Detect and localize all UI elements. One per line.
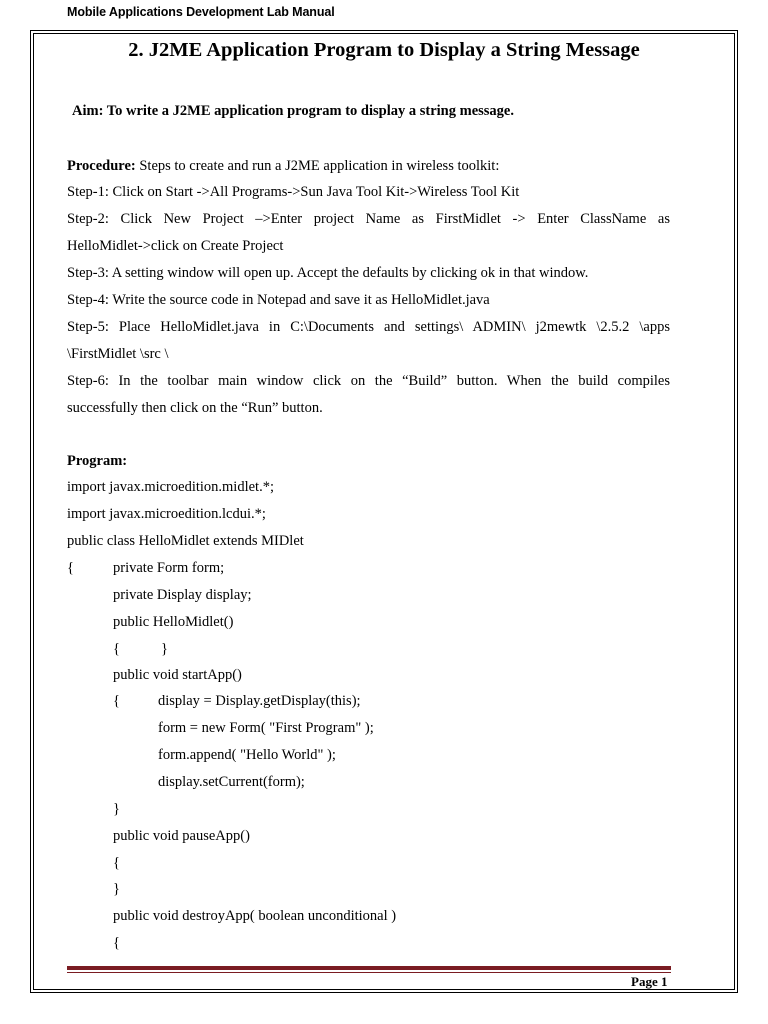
step-6-line-2: successfully then click on the “Run” button.	[67, 400, 323, 416]
step-1: Step-1: Click on Start ->All Programs->Sun Java Tool Kit->Wireless Tool Kit	[67, 184, 520, 200]
step-5-line-1: Step-5: Place HelloMidlet.java in C:\Documents and settings\ ADMIN\ j2mewtk \2.5.2 \apps	[67, 319, 670, 335]
code-line: private Form form;	[113, 560, 225, 576]
code-line: display.setCurrent(form);	[158, 774, 305, 790]
code-line: public void startApp()	[113, 667, 242, 683]
page-title: 2. J2ME Application Program to Display a String Message	[128, 39, 640, 61]
code-line: public void destroyApp( boolean unconditional )	[113, 908, 397, 924]
footer-rule-thick	[67, 966, 671, 970]
step-2-line-2: HelloMidlet->click on Create Project	[67, 238, 284, 254]
page-number: Page 1	[631, 974, 668, 989]
code-brace: }	[161, 641, 168, 657]
code-line: import javax.microedition.lcdui.*;	[67, 506, 266, 522]
code-brace: {	[67, 560, 74, 576]
code-brace: {	[113, 855, 120, 871]
code-line: import javax.microedition.midlet.*;	[67, 479, 274, 495]
program-label: Program:	[67, 453, 128, 469]
procedure-intro-text: Steps to create and run a J2ME application in wireless toolkit:	[135, 158, 500, 174]
step-4: Step-4: Write the source code in Notepad and save it as HelloMidlet.java	[67, 292, 490, 308]
step-2-line-1: Step-2: Click New Project –>Enter project Name as FirstMidlet -> Enter ClassName as	[67, 211, 670, 227]
code-line: private Display display;	[113, 587, 252, 603]
step-5-line-2: \FirstMidlet \src \	[67, 346, 169, 362]
code-line: public HelloMidlet()	[113, 614, 234, 630]
code-brace: {	[113, 693, 120, 709]
procedure-intro	[67, 157, 670, 175]
code-line: form = new Form( "First Program" );	[158, 720, 374, 736]
code-brace: {	[113, 641, 120, 657]
step-6-line-1: Step-6: In the toolbar main window click on the “Build” button. When the build compiles	[67, 373, 670, 389]
code-line: display = Display.getDisplay(this);	[158, 693, 361, 709]
aim-statement: Aim: To write a J2ME application program to display a string message.	[72, 103, 514, 119]
footer-rule-thin	[67, 972, 671, 973]
code-brace: {	[113, 935, 120, 951]
running-header: Mobile Applications Development Lab Manual	[67, 5, 335, 19]
code-line: form.append( "Hello World" );	[158, 747, 336, 763]
code-line: public class HelloMidlet extends MIDlet	[67, 533, 304, 549]
code-brace: }	[113, 881, 120, 897]
step-3: Step-3: A setting window will open up. Accept the defaults by clicking ok in that window.	[67, 265, 589, 281]
code-line: public void pauseApp()	[113, 828, 250, 844]
procedure-label: Procedure:	[67, 158, 136, 174]
code-brace: }	[113, 801, 120, 817]
